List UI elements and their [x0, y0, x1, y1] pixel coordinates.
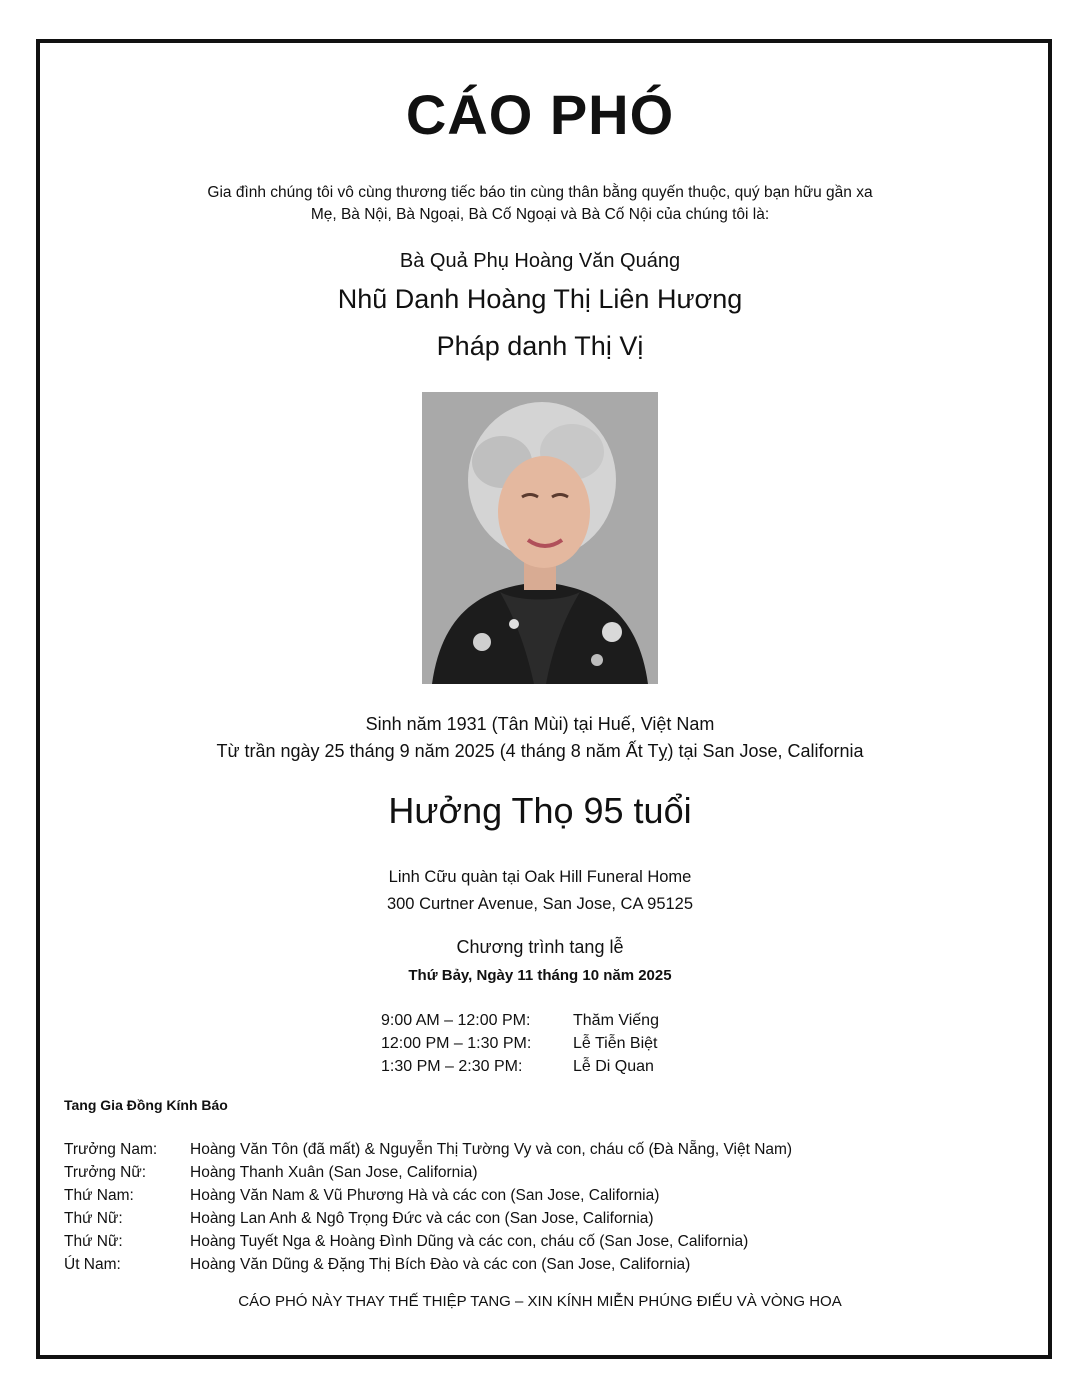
- family-heading: Tang Gia Đồng Kính Báo: [64, 1097, 228, 1113]
- family-row: [64, 1184, 792, 1207]
- program-schedule: [381, 1009, 659, 1078]
- family-names: Hoàng Văn Nam & Vũ Phương Hà và các con (San Jose, California): [190, 1187, 660, 1204]
- birth-line: Sinh năm 1931 (Tân Mùi) tại Huế, Việt Nam: [365, 714, 715, 734]
- schedule-time: 12:00 PM – 1:30 PM:: [381, 1035, 532, 1052]
- family-row: [64, 1207, 792, 1230]
- family-role: Thứ Nam:: [64, 1187, 134, 1204]
- funeral-location: [0, 864, 1080, 918]
- page-title: CÁO PHÓ: [405, 83, 675, 146]
- deceased-title-name: Bà Quả Phụ Hoàng Văn Quáng: [399, 250, 681, 272]
- family-role: Thứ Nữ:: [64, 1233, 123, 1250]
- family-row: [64, 1161, 792, 1184]
- program-title: Chương trình tang lễ: [456, 937, 624, 957]
- schedule-time: 1:30 PM – 2:30 PM:: [381, 1058, 523, 1075]
- age-line: Hưởng Thọ 95 tuổi: [388, 790, 692, 831]
- family-list: [64, 1138, 792, 1276]
- schedule-event: Thăm Viếng: [573, 1012, 659, 1029]
- program-date: Thứ Bảy, Ngày 11 tháng 10 năm 2025: [408, 967, 672, 984]
- family-role: Trưởng Nữ:: [64, 1164, 147, 1181]
- family-role: Thứ Nữ:: [64, 1210, 123, 1227]
- location-name: Linh Cữu quàn tại Oak Hill Funeral Home: [388, 868, 692, 886]
- family-names: Hoàng Tuyết Nga & Hoàng Đình Dũng và các con, cháu cố (San Jose, California): [190, 1233, 749, 1250]
- family-role: Út Nam:: [64, 1256, 121, 1273]
- family-row: [64, 1138, 792, 1161]
- schedule-event: Lễ Tiễn Biệt: [573, 1035, 658, 1052]
- closing-notice: CÁO PHÓ NÀY THAY THẾ THIỆP TANG – XIN KÍNH MIỄN PHÚNG ĐIẾU VÀ VÒNG HOA: [238, 1293, 842, 1310]
- family-role: Trưởng Nam:: [64, 1141, 158, 1158]
- intro-text: [0, 182, 1080, 226]
- family-row: [64, 1253, 792, 1276]
- family-names: Hoàng Lan Anh & Ngô Trọng Đức và các con (San Jose, California): [190, 1210, 654, 1227]
- intro-line: Mẹ, Bà Nội, Bà Ngoại, Bà Cố Ngoại và Bà Cố Nội của chúng tôi là:: [310, 206, 770, 223]
- location-address: 300 Curtner Avenue, San Jose, CA 95125: [386, 895, 694, 913]
- schedule-row: [381, 1032, 659, 1055]
- family-names: Hoàng Thanh Xuân (San Jose, California): [190, 1164, 478, 1181]
- schedule-row: [381, 1009, 659, 1032]
- family-names: Hoàng Văn Tôn (đã mất) & Nguyễn Thị Tường Vy và con, cháu cố (Đà Nẵng, Việt Nam): [190, 1141, 793, 1158]
- portrait-illustration: [422, 392, 658, 684]
- death-line: Từ trần ngày 25 tháng 9 năm 2025 (4 tháng 8 năm Ất Tỵ) tại San Jose, California: [216, 741, 864, 761]
- family-names: Hoàng Văn Dũng & Đặng Thị Bích Đào và các con (San Jose, California): [190, 1256, 691, 1273]
- family-row: [64, 1230, 792, 1253]
- intro-line: Gia đình chúng tôi vô cùng thương tiếc báo tin cùng thân bằng quyến thuộc, quý bạn hữu gần xa: [207, 184, 873, 201]
- schedule-row: [381, 1055, 659, 1078]
- deceased-dharma-name: Pháp danh Thị Vị: [436, 331, 644, 361]
- life-dates: [0, 711, 1080, 765]
- deceased-maiden-name: Nhũ Danh Hoàng Thị Liên Hương: [337, 284, 743, 314]
- schedule-event: Lễ Di Quan: [573, 1058, 654, 1075]
- portrait-photo: [422, 392, 658, 684]
- schedule-time: 9:00 AM – 12:00 PM:: [381, 1012, 531, 1029]
